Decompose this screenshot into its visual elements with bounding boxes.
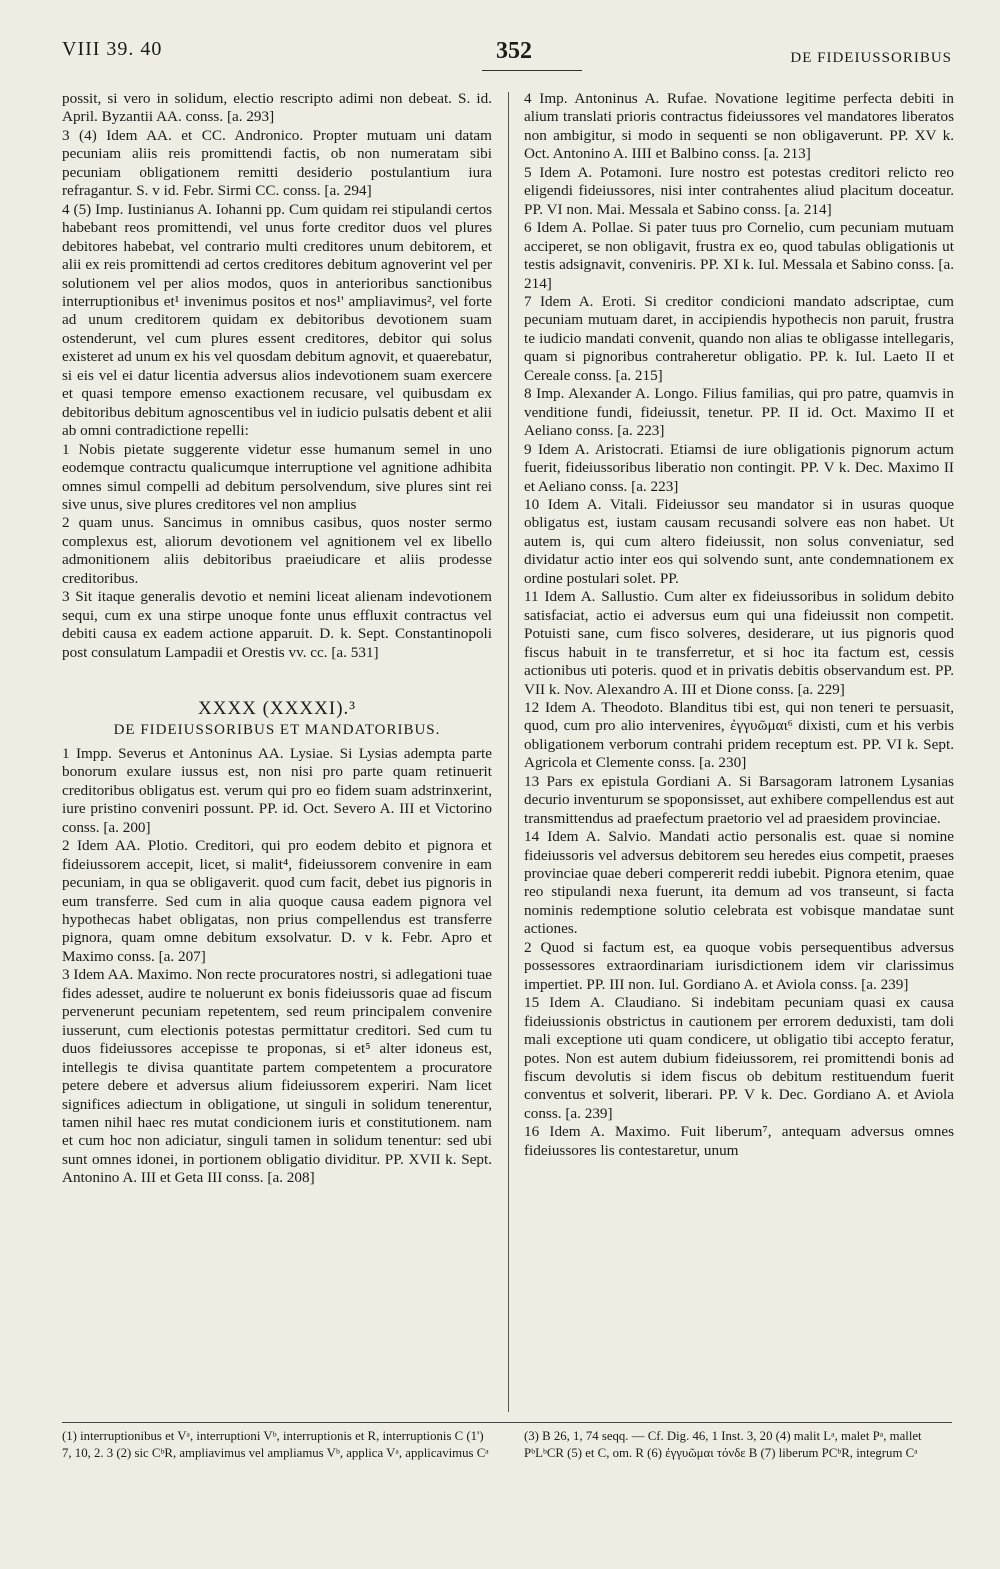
page-number: 352 xyxy=(496,38,532,64)
footnotes-right xyxy=(524,1428,954,1462)
paragraph: 3 Sit itaque generalis devotio et nemini liceat alienam indevotionem sequi, cum ex una stirpe unoque fonte unus effluxit contractus vel debiti causa ex eadem actione apparuit. D. k. Sept. Constantinopoli post consulatum Lampadii et Orestis vv. cc. [a. 531] xyxy=(62,588,492,661)
paragraph: 16 Idem A. Maximo. Fuit liberum⁷, antequam adversus omnes fideiussores lis contestaretur, unum xyxy=(524,1123,954,1159)
book-reference: VIII 39. 40 xyxy=(62,38,163,60)
footnote-divider xyxy=(62,1422,952,1423)
paragraph: 4 (5) Imp. Iustinianus A. Iohanni pp. Cum quidam rei stipulandi certos habebant reos promittendi, vel unus forte creditor duos vel plures debitores habebat, vel contrario multi creditores unum debitorem, et alii ex reis promittendi ad certos creditores debitum agnoverint vel per solutionem vel per alios modos, quos in anterioribus sanctionibus interruptionibus et¹ invenimus positos et nos¹' ampliavimus², vel forte ad unum creditorem quidam ex debitoribus devotionem suam ostenderunt, vel cum plures essent creditores, debitor qui solus existeret ad unum ex his vel quosdam debitum agnovit, et quaerebatur, si eis vel ei datur licentia adversus alios indevotionem suam exercere et quasi tempore emenso exactionem recusare, vel quibusdam ex debitoribus debitum agnoscentibus vel in iudicio pulsatis debent et alii ab omni contradictione repelli: xyxy=(62,200,492,440)
paragraph: 11 Idem A. Sallustio. Cum alter ex fideiussoribus in solidum debito satisfaciat, actio ei adversus eum qui una fideiussit non competit. Potuisti sane, cum fisco solveres, desiderare, ut ius pignoris quod fiscus habuit in te transferretur, et si hoc ita factum est, cessis actionibus uti poteris. quod et in privatis debitis observandum est. PP. VII k. Nov. Alexandro A. III et Dione conss. [a. 229] xyxy=(524,588,954,698)
paragraph: 9 Idem A. Aristocrati. Etiamsi de iure obligationis pignorum actum fuerit, fideiussoribus liberatio non contingit. PP. V k. Dec. Maximo II et Aeliano conss. [a. 223] xyxy=(524,440,954,495)
paragraph: 14 Idem A. Salvio. Mandati actio personalis est. quae si nomine fideiussoris vel adversus debitorem seu heredes eius competit, praeses provinciae quae deberi compererit reddi iubebit. Pignora etenim, quae reo stipulandi nexa fuerunt, ita demum ad vos transeunt, si facta nominis redemptione solutio celebrata est vobisque mandatae sunt actiones. xyxy=(524,828,954,938)
paragraph: 15 Idem A. Claudiano. Si indebitam pecuniam quasi ex causa fideiussionis obstrictus in cautionem per errorem deduxisti, tam doli mali exceptione uti quam condicere, ut obligatio tibi accepto feratur, potes. Non est autem dubium fideiussorem, rei promittendi bonis ad fiscum devolutis si idem fiscus ob debitum restituendum fuerit conventus et solverit, liberari. PP. V k. Dec. Gordiano A. et Aviola conss. [a. 239] xyxy=(524,994,954,1122)
paragraph: 1 Impp. Severus et Antoninus AA. Lysiae. Si Lysias adempta parte bonorum exulare iussus est, non nisi pro parte quam retinuerit creditoribus obligatus est. verum qui pro eo fidem suam adstrinxerint, iure pristino conveniri possunt. PP. id. Oct. Severo A. III et Victorino conss. [a. 200] xyxy=(62,744,492,836)
paragraph: 8 Imp. Alexander A. Longo. Filius familias, qui pro patre, quamvis in venditione fundi, fideiussit, tenetur. PP. II id. Oct. Maximo II et Aeliano conss. [a. 223] xyxy=(524,385,954,440)
paragraph: 12 Idem A. Theodoto. Blanditus tibi est, qui non teneri te persuasit, quod, cum pro alio intervenires, ἐγγυῶμαι⁶ dixisti, cum et his verbis obligationem verborum contrahi pridem receptum est. PP. VI k. Sept. Agricola et Clemente conss. [a. 230] xyxy=(524,698,954,772)
paragraph: 3 (4) Idem AA. et CC. Andronico. Propter mutuam uni datam pecuniam aliis reis promittendi factis, ob non numeratam sibi pecuniam obligationem remitti desiderio postulantium iura refragantur. S. v id. Febr. Sirmi CC. conss. [a. 294] xyxy=(62,126,492,200)
right-column xyxy=(524,90,954,1160)
left-column xyxy=(62,90,492,1188)
paragraph: 1 Nobis pietate suggerente videtur esse humanum semel in uno eodemque contractu qualicumque interruptione vel agnitione adhibita omnes simul compelli ad debitum persolvendum, sive plures sint rei sive unus, sive plures creditores vel non amplius xyxy=(62,440,492,513)
page-number-underline xyxy=(482,70,582,71)
section-number: XXXX (XXXXI).³ xyxy=(198,698,356,720)
column-divider xyxy=(508,92,509,1412)
paragraph: 13 Pars ex epistula Gordiani A. Si Barsagoram latronem Lysanias decurio inventurum se spoponsisset, aut exhibere compellendus est aut transmittendus ad praefectum praetorio vel ad praesidem provinciae. xyxy=(524,772,954,827)
paragraph: 2 quam unus. Sancimus in omnibus casibus, quos noster sermo complexus est, aliorum devotionem vel agnitionem vel ex libello admonitionem aliis debitoribus praeiudicare et aliis prodesse creditoribus. xyxy=(62,514,492,587)
running-title: DE FIDEIUSSORIBUS xyxy=(790,50,952,66)
paragraph: 10 Idem A. Vitali. Fideiussor seu mandator si in usuras quoque obligatus est, iustam causam recusandi solvere eas non habet. Ut autem is, qui cum altero fideiussit, non solus conveniatur, sed dividatur actio inter eos qui solvendo sunt, ante condemnationem ex ordine postulari solet. PP. xyxy=(524,495,954,587)
paragraph: 3 Idem AA. Maximo. Non recte procuratores nostri, si adlegationi tuae fides adesset, audire te noluerunt ex bonis fideiussoris quae ad fiscum pervenerunt pecuniam repetentem, sed reum principalem convenire iusserunt, cum electionis potestas permittatur creditori. Sed cum tu duos fideiussores accepisse te proponas, si et⁵ alter idoneus est, intellegis te divisa quantitate partem competentem a procuratore petere debere et adversus alium fideiussorem experiri. Nam licet significes adiectum in obligatione, ut singuli in solidum tenerentur, tamen nihil haec res mutat condicionem iuris et constitutionem. nam et cum hoc non adiciatur, singuli tamen in solidum tenentur: sed ubi sunt omnes idonei, in portionem obligatio dividitur. PP. XVII k. Sept. Antonino A. III et Geta III conss. [a. 208] xyxy=(62,966,492,1187)
section-title: DE FIDEIUSSORIBUS ET MANDATORIBUS. xyxy=(113,721,441,738)
paragraph: possit, si vero in solidum, electio rescripto adimi non debeat. S. id. April. Byzantii AA. conss. [a. 293] xyxy=(62,90,492,126)
paragraph: 5 Idem A. Potamoni. Iure nostro est potestas creditori relicto reo eligendi fideiussores, nisi inter contrahentes aliud placitum doceatur. PP. VI non. Mai. Messala et Sabino conss. [a. 214] xyxy=(524,163,954,218)
footnote: (3) B 26, 1, 74 seqq. — Cf. Dig. 46, 1 Inst. 3, 20 (4) malit Lᵃ, malet Pᵃ, mallet PᵇLᵇCR (5) et C, om. R (6) ἐγγυῶμαι τόνδε B (7) liberum PCᵇR, integrum Cᵃ xyxy=(524,1429,922,1460)
paragraph: 2 Quod si factum est, ea quoque vobis persequentibus adversus possessores extraordinariam iurisdictionem idem vir clarissimus impertiet. PP. III non. Iul. Gordiano A. et Aviola conss. [a. 239] xyxy=(524,938,954,993)
paragraph: 4 Imp. Antoninus A. Rufae. Novatione legitime perfecta debiti in alium translati prioris contractus fideiussores vel mandatores liberatos non ambigitur, si modo in sequenti se non obligaverunt. PP. XV k. Oct. Antonino A. IIII et Balbino conss. [a. 213] xyxy=(524,90,954,163)
page-header xyxy=(62,38,952,78)
paragraph: 7 Idem A. Eroti. Si creditor condicioni mandato adscriptae, cum pecuniam mutuam daret, in accipiendis hypothecis non paruit, frustra te iudicio mandati convenit, quando non alias te obligasse intellegaris, quam si pignoribus contraheretur obligatio. PP. k. Iul. Laeto II et Cereale conss. [a. 215] xyxy=(524,292,954,384)
section-heading xyxy=(62,700,492,739)
footnote: (1) interruptionibus et Vᵃ, interruptioni Vᵇ, interruptionis et R, interruptionis C (1') 7, 10, 2. 3 (2) sic CᵇR, ampliavimus vel ampliamus Vᵇ, applica Vᵃ, applicavimus Cᵃ xyxy=(62,1429,489,1460)
paragraph: 6 Idem A. Pollae. Si pater tuus pro Cornelio, cum pecuniam mutuam acciperet, se non obligavit, frustra ex eo, quod tabulas obligationis ut testis adsignavit, conveniris. PP. XI k. Iul. Messala et Sabino conss. [a. 214] xyxy=(524,219,954,292)
footnotes-left xyxy=(62,1428,492,1462)
paragraph: 2 Idem AA. Plotio. Creditori, qui pro eodem debito et pignora et fideiussorem accepit, licet, si malit⁴, fideiussorem convenire in eam pecuniam, in qua se obligaverit. quod cum facit, debet ius pignoris in eum transferre. Sed cum in alia quoque causa eadem pignora vel hypothecas habet obligatas, non prius compellendus est transferre pignora, quam omne debitum exsolvatur. D. v k. Febr. Apro et Maximo conss. [a. 207] xyxy=(62,837,492,965)
